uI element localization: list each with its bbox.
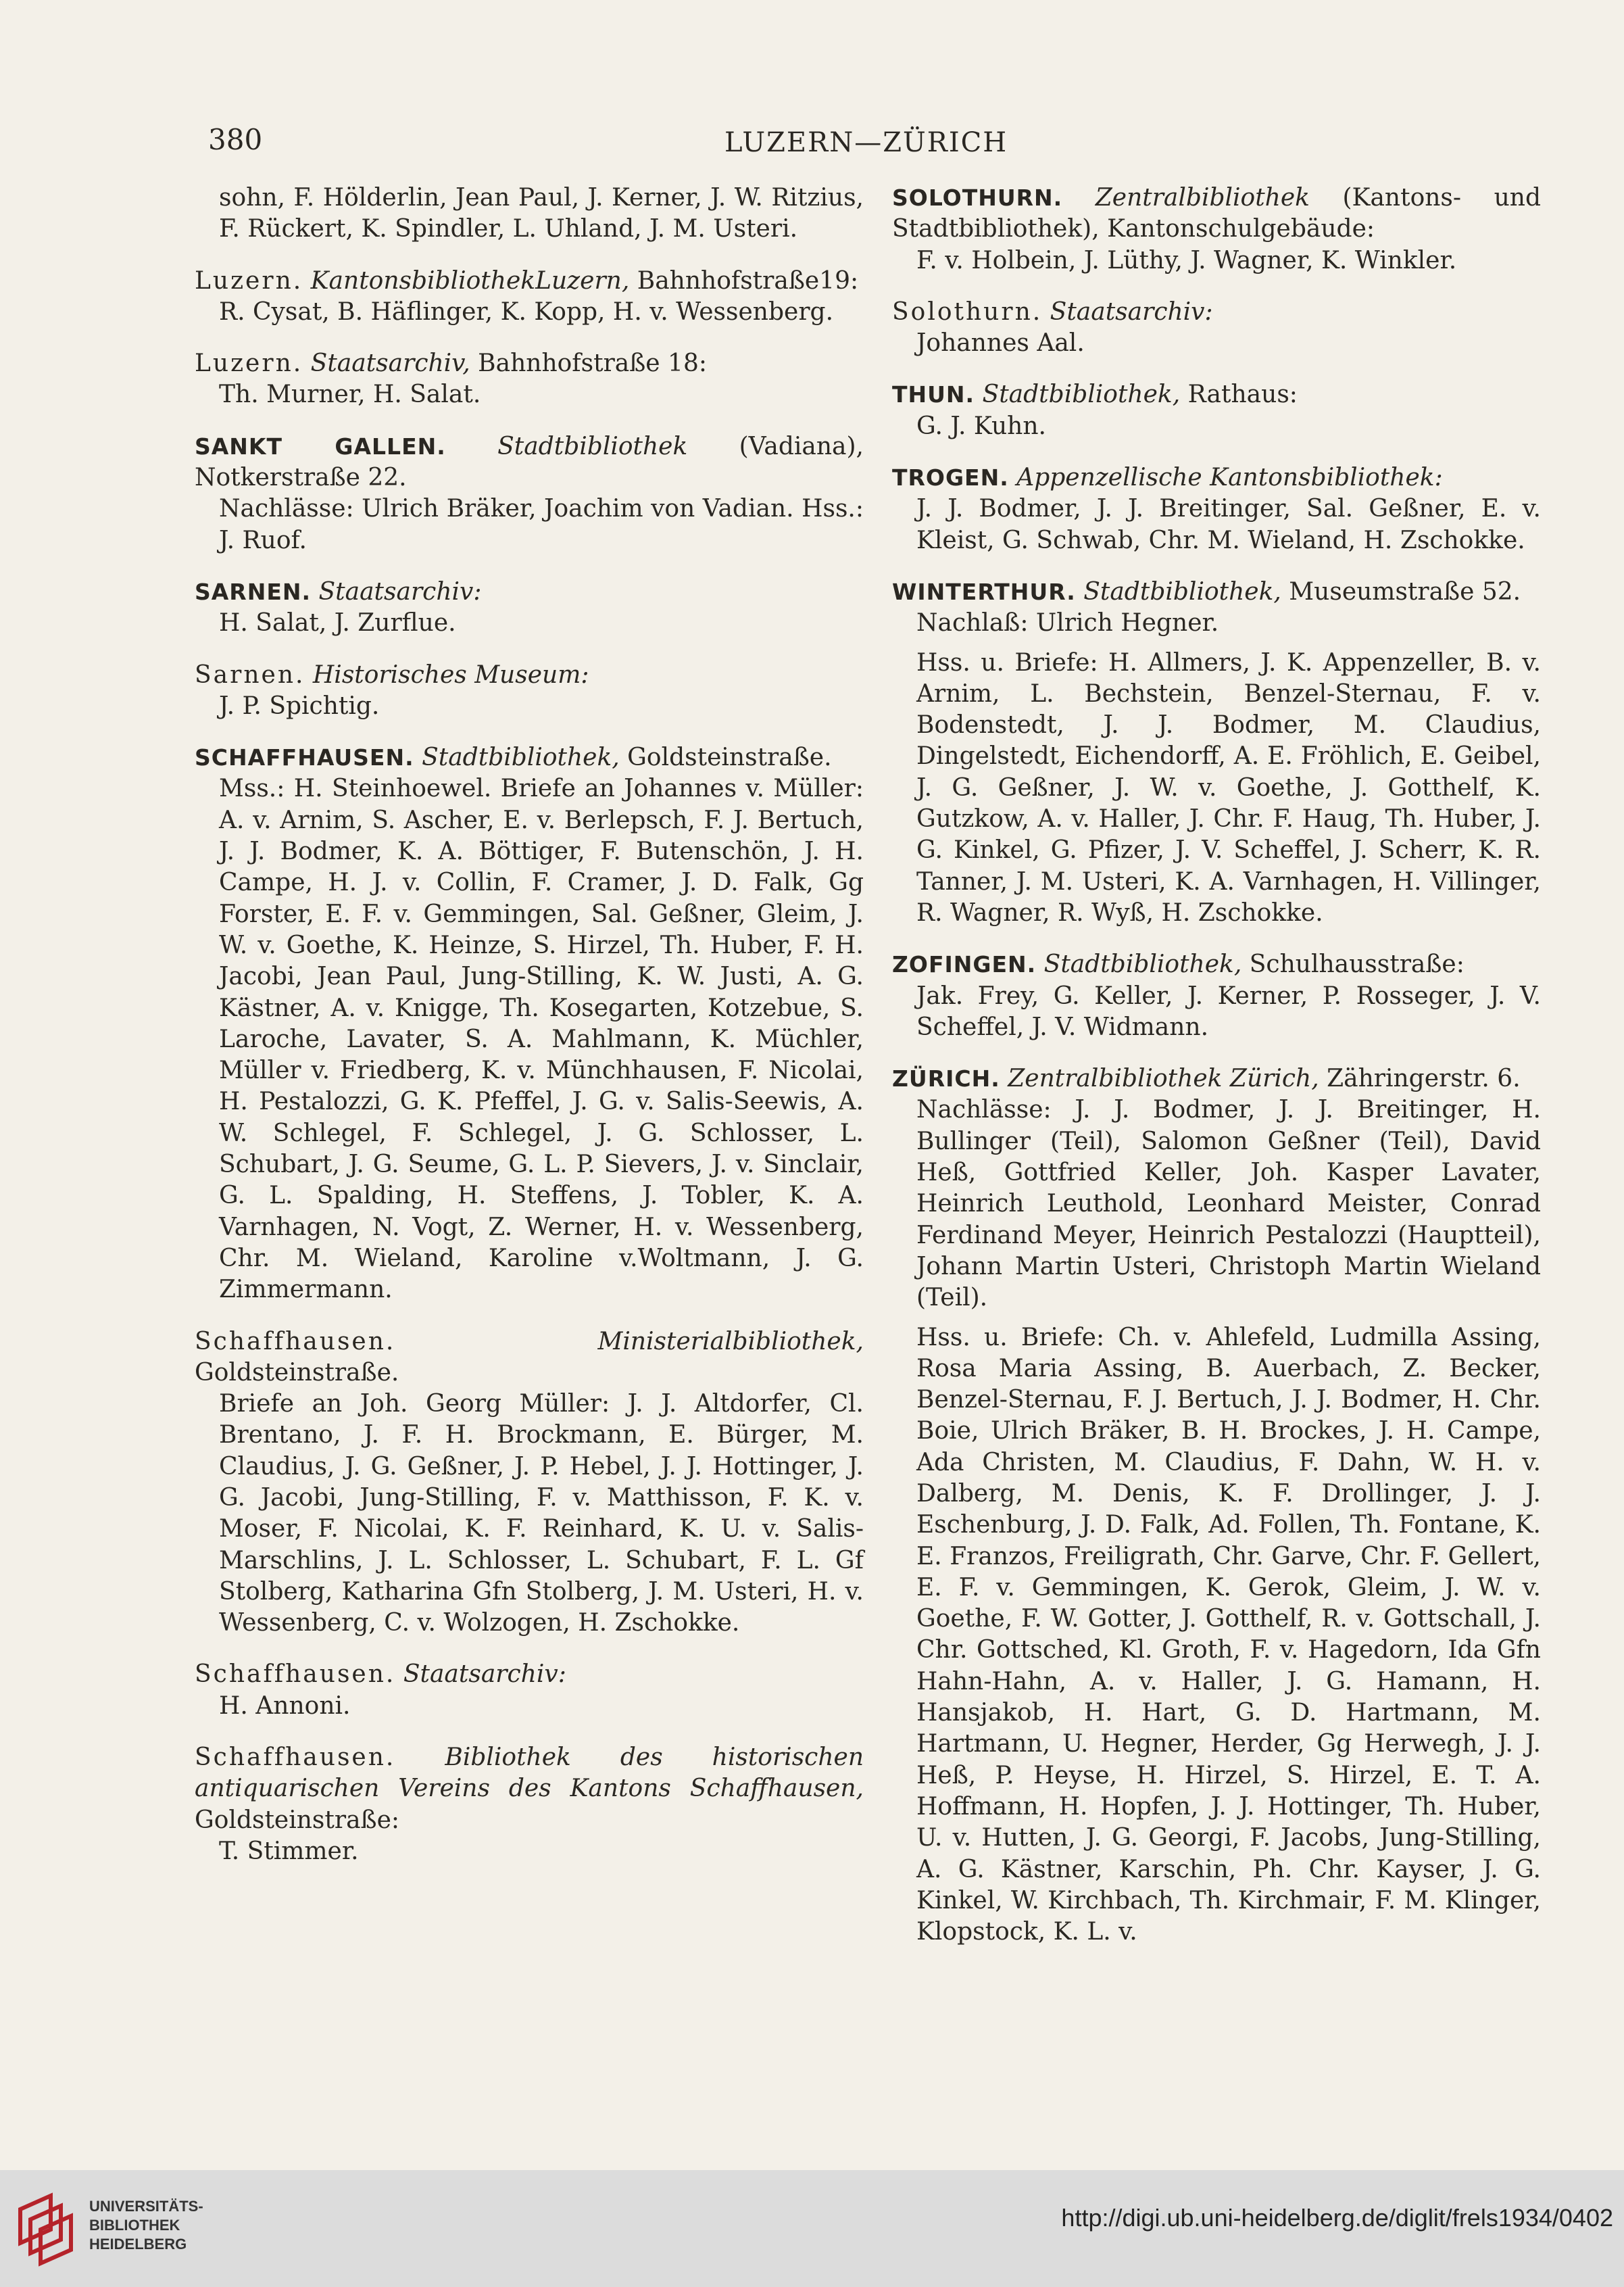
entry	[195, 348, 864, 411]
address: (Kantons- und Stadtbibliothek), Kantonschulgebäude:	[892, 184, 1542, 243]
institution-name: Staatsarchiv,	[310, 350, 470, 378]
entry-heading	[195, 577, 864, 608]
entry-body: H. Annoni.	[219, 1691, 351, 1720]
entry	[892, 379, 1541, 442]
institution-name: Bibliothek des historischen antiquarischen Vereins des Kantons Schaffhausen,	[195, 1743, 864, 1803]
entry	[892, 462, 1541, 556]
entry-body: Jak. Frey, G. Keller, J. Kerner, P. Rosseger, J. V. Scheffel, J. V. Widmann.	[916, 982, 1541, 1041]
entry	[195, 1742, 864, 1867]
entry-heading	[892, 949, 1541, 980]
entry-heading	[195, 1742, 864, 1836]
entry-body: Johannes Aal.	[916, 329, 1085, 358]
entry-body: Th. Murner, H. Salat.	[219, 381, 481, 409]
entry-body: Nachlässe: Ulrich Bräker, Joachim von Vadian. Hss.: J. Ruof.	[219, 495, 864, 554]
entry	[892, 183, 1541, 276]
institution-name: Stadtbibliothek,	[982, 381, 1181, 409]
institution-name: Stadtbibliothek,	[1083, 577, 1281, 606]
address: Schulhausstraße:	[1249, 950, 1465, 979]
library-name-line: BIBLIOTHEK	[89, 2217, 180, 2234]
running-head: LUZERN—ZÜRICH	[724, 127, 1008, 158]
address: Goldsteinstraße.	[627, 744, 832, 772]
library-name-line: HEIDELBERG	[89, 2236, 187, 2253]
entry-heading	[195, 348, 864, 379]
address: (Vadiana), Notkerstraße 22.	[195, 432, 864, 492]
city-heading: ZOFINGEN.	[892, 951, 1037, 978]
right-column	[892, 183, 1541, 1968]
entry	[195, 1326, 864, 1639]
entry	[195, 577, 864, 640]
city-name: Luzern.	[195, 266, 303, 295]
address: Goldsteinstraße.	[195, 1358, 399, 1387]
entry	[195, 742, 864, 1305]
entry-heading	[195, 1659, 864, 1690]
entry	[195, 266, 864, 329]
institution-name: Zentralbibliothek Zürich,	[1008, 1065, 1319, 1093]
library-name-line: UNIVERSITÄTS-	[89, 2198, 203, 2215]
institution-name: Stadtbibliothek	[497, 432, 688, 460]
left-column	[195, 183, 864, 1887]
entry	[892, 577, 1541, 929]
entry	[892, 949, 1541, 1043]
entry-body: T. Stimmer.	[219, 1837, 359, 1865]
page-number: 380	[208, 123, 263, 156]
address: Rathaus:	[1187, 381, 1298, 409]
address: Bahnhofstraße19:	[637, 266, 859, 295]
entry-heading	[892, 183, 1541, 245]
address: Museumstraße 52.	[1289, 577, 1521, 606]
entry-body: Nachlässe: J. J. Bodmer, J. J. Breitinger, H. Bullinger (Teil), Salomon Geßner (Teil), David Heß, Gottfried Keller, Joh. Kasper Lavater, Heinrich Leuthold, Leonhard Meister, Conrad Ferdinand Meyer, Heinrich Pestalozzi (Hauptteil), Johann Martin Usteri, Christoph Martin Wieland (Teil).	[916, 1096, 1541, 1312]
entry-heading	[195, 1326, 864, 1389]
source-url-link[interactable]: http://digi.ub.uni-heidelberg.de/diglit/frels1934/0402	[1061, 2204, 1613, 2232]
city-name: Schaffhausen.	[195, 1660, 396, 1689]
entry-body: J. J. Bodmer, J. J. Breitinger, Sal. Geßner, E. v. Kleist, G. Schwab, Chr. M. Wieland, H. Zschokke.	[916, 495, 1541, 554]
entry-heading	[892, 1063, 1541, 1094]
entry-body: Briefe an Joh. Georg Müller: J. J. Altdorfer, Cl. Brentano, J. F. H. Brockmann, E. Bürger, M. Claudius, J. G. Geßner, J. P. Hebel, J. J. Hottinger, J. G. Jacobi, Jung-Stilling, F. v. Matthisson, F. K. v. Moser, F. Nicolai, K. F. Reinhard, K. U. v. Salis-Marschlins, J. L. Schlosser, L. Schubart, F. L. Gf Stolberg, Katharina Gfn Stolberg, J. M. Usteri, H. v. Wessenberg, C. v. Wolzogen, H. Zschokke.	[219, 1390, 864, 1637]
entry-heading	[195, 431, 864, 494]
city-heading: SOLOTHURN.	[892, 185, 1063, 211]
city-name: Sarnen.	[195, 660, 305, 689]
city-heading: SCHAFFHAUSEN.	[195, 744, 414, 771]
library-name	[89, 2197, 203, 2254]
city-name: Solothurn.	[892, 297, 1043, 326]
institution-name: Historisches Museum:	[312, 660, 589, 689]
institution-name: Stadtbibliothek,	[1043, 950, 1242, 979]
city-heading: SARNEN.	[195, 578, 312, 605]
entry-body: Hss. u. Briefe: Ch. v. Ahlefeld, Ludmilla Assing, Rosa Maria Assing, B. Auerbach, Z. Becker, Benzel-Sternau, F. J. Bertuch, J. J. Bodmer, H. Chr. Boie, Ulrich Bräker, B. H. Brockes, J. H. Campe, Ada Christen, M. Claudius, F. Dahn, W. H. v. Dalberg, M. Denis, K. F. Drollinger, J. J. Eschenburg, J. D. Falk, Ad. Follen, Th. Fontane, K. E. Franzos, Freiligrath, Chr. Garve, Chr. F. Gellert, E. F. v. Gemmingen, K. Gerok, Gleim, J. W. v. Goethe, F. W. Gotter, J. Gotthelf, R. v. Gottschall, J. Chr. Gottsched, Kl. Groth, F. v. Hagedorn, Ida Gfn Hahn-Hahn, A. v. Haller, J. G. Hamann, H. Hansjakob, H. Hart, G. D. Hartmann, M. Hartmann, U. Hegner, Herder, Gg Herwegh, J. J. Heß, P. Heyse, H. Hirzel, S. Hirzel, E. T. A. Hoffmann, H. Hopfen, J. J. Hottinger, Th. Huber, U. v. Hutten, J. G. Georgi, F. Jacobs, Jung-Stilling, A. G. Kästner, Karschin, Ph. Chr. Kayser, J. G. Kinkel, W. Kirchbach, Th. Kirchmair, F. M. Klinger, Klopstock, K. L. v.	[916, 1323, 1541, 1946]
city-heading: ZÜRICH.	[892, 1065, 1000, 1092]
entry-body: Nachlaß: Ulrich Hegner.	[916, 609, 1219, 637]
library-logo-icon	[14, 2189, 81, 2270]
address: Bahnhofstraße 18:	[478, 350, 707, 378]
entry-body: H. Salat, J. Zurflue.	[219, 609, 456, 637]
city-heading: TROGEN.	[892, 464, 1009, 491]
city-heading: SANKT GALLEN.	[195, 433, 446, 460]
city-name: Luzern.	[195, 350, 303, 378]
entry	[195, 183, 864, 245]
entry-body: sohn, F. Hölderlin, Jean Paul, J. Kerner, J. W. Ritzius, F. Rückert, K. Spindler, L. Uhland, J. M. Usteri.	[219, 184, 864, 243]
entry	[892, 297, 1541, 360]
entry-body: F. v. Holbein, J. Lüthy, J. Wagner, K. Winkler.	[916, 246, 1457, 274]
city-name: Schaffhausen.	[195, 1327, 396, 1355]
entry-heading	[195, 266, 864, 297]
entry-heading	[892, 462, 1541, 493]
city-name: Schaffhausen.	[195, 1743, 396, 1772]
entry-heading	[892, 379, 1541, 410]
entry-body: Mss.: H. Steinhoewel. Briefe an Johannes v. Müller: A. v. Arnim, S. Ascher, E. v. Berlepsch, F. J. Bertuch, J. J. Bodmer, K. A. Böttiger, F. Butenschön, J. H. Campe, H. J. v. Collin, F. Cramer, J. D. Falk, Gg Forster, E. F. v. Gemmingen, Sal. Geßner, Gleim, J. W. v. Goethe, K. Heinze, S. Hirzel, Th. Huber, F. H. Jacobi, Jean Paul, Jung-Stilling, K. W. Justi, A. G. Kästner, A. v. Knigge, Th. Kosegarten, Kotzebue, S. Laroche, Lavater, S. A. Mahlmann, K. Müchler, Müller v. Friedberg, K. v. Münchhausen, F. Nicolai, H. Pestalozzi, G. K. Pfeffel, J. G. v. Salis-Seewis, A. W. Schlegel, F. Schlegel, J. G. Schlosser, L. Schubart, J. G. Seume, G. L. P. Sievers, J. v. Sinclair, G. L. Spalding, H. Steffens, J. Tobler, K. A. Varnhagen, N. Vogt, Z. Werner, H. v. Wessenberg, Chr. M. Wieland, Karoline v.Woltmann, J. G. Zimmermann.	[219, 775, 864, 1304]
institution-name: Stadtbibliothek,	[422, 744, 620, 772]
entry-body: G. J. Kuhn.	[916, 412, 1046, 440]
entry-heading	[195, 660, 864, 691]
city-heading: WINTERTHUR.	[892, 578, 1076, 605]
institution-name: Ministerialbibliothek,	[597, 1327, 864, 1355]
city-heading: THUN.	[892, 381, 975, 408]
institution-name: Staatsarchiv:	[318, 577, 482, 606]
address: Zähringerstr. 6.	[1327, 1065, 1521, 1093]
entry-heading	[892, 577, 1541, 608]
institution-name: KantonsbibliothekLuzern,	[310, 266, 630, 295]
entry	[195, 660, 864, 723]
institution-name: Zentralbibliothek	[1095, 184, 1310, 212]
entry-body: Hss. u. Briefe: H. Allmers, J. K. Appenzeller, B. v. Arnim, L. Bechstein, Benzel-Sternau, F. v. Bodenstedt, J. J. Bodmer, M. Claudius, Dingelstedt, Eichendorff, A. E. Fröhlich, E. Geibel, J. G. Geßner, J. W. v. Goethe, J. Gotthelf, K. Gutzkow, A. v. Haller, J. Chr. F. Haug, Th. Huber, J. G. Kinkel, G. Pfizer, J. V. Scheffel, J. Scherr, K. R. Tanner, J. M. Usteri, K. A. Varnhagen, H. Villinger, R. Wagner, R. Wyß, H. Zschokke.	[916, 648, 1541, 927]
institution-name: Staatsarchiv:	[1050, 297, 1213, 326]
institution-name: Appenzellische Kantonsbibliothek:	[1016, 464, 1443, 492]
entry-heading	[195, 742, 864, 773]
entry	[195, 1659, 864, 1722]
institution-name: Staatsarchiv:	[403, 1660, 566, 1689]
entry-heading	[892, 297, 1541, 328]
entry	[892, 1063, 1541, 1948]
entry-body: J. P. Spichtig.	[219, 692, 380, 720]
entry	[195, 431, 864, 556]
address: Goldsteinstraße:	[195, 1806, 400, 1834]
entry-body: R. Cysat, B. Häflinger, K. Kopp, H. v. Wessenberg.	[219, 297, 834, 326]
